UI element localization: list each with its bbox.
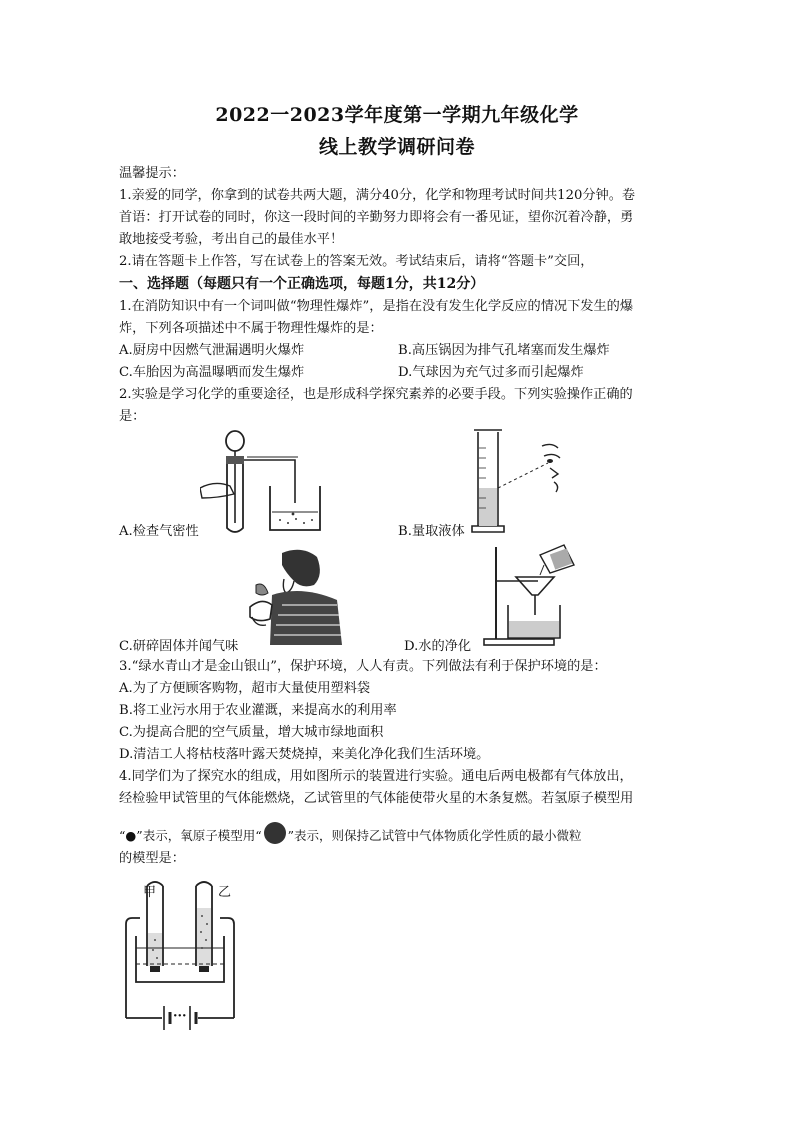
question-1-stem-line-1: 1.在消防知识中有一个词叫做“物理性爆炸”，是指在没有发生化学反应的情况下发生的爆 bbox=[119, 299, 633, 314]
page-title: 2022一2023学年度第一学期九年级化学 bbox=[215, 104, 579, 126]
tube-label-jia: 甲 bbox=[143, 885, 157, 900]
tips-paragraph-2: 2.请在答题卡上作答，写在试卷上的答案无效。考试结束后，请将“答题卡”交回， bbox=[119, 254, 594, 269]
question-2-option-b: B.量取液体 bbox=[398, 524, 465, 539]
question-1-option-d: D.气球因为充气过多而引起爆炸 bbox=[398, 365, 584, 380]
question-4-stem-line-4: 的模型是： bbox=[119, 851, 185, 866]
question-3-stem: 3.“绿水青山才是金山银山”，保护环境，人人有责。下列做法有利于保护环境的是： bbox=[119, 659, 607, 674]
question-2-option-a: A.检查气密性 bbox=[119, 524, 199, 539]
question-3-option-a: A.为了方便顾客购物，超市大量使用塑料袋 bbox=[119, 681, 371, 696]
question-1-option-c: C.车胎因为高温曝晒而发生爆炸 bbox=[119, 365, 305, 380]
question-1-option-a: A.厨房中因燃气泄漏遇明火爆炸 bbox=[119, 343, 305, 358]
tips-paragraph-1-line-1: 1.亲爱的同学，你拿到的试卷共两大题，满分40分，化学和物理考试时间共120分钟。卷 bbox=[119, 188, 636, 203]
oxygen-atom-model-icon bbox=[264, 822, 286, 844]
question-3-option-c: C.为提高合肥的空气质量，增大城市绿地面积 bbox=[119, 725, 384, 740]
question-3-option-d: D.清洁工人将枯枝落叶露天焚烧掉，来美化净化我们生活环境。 bbox=[119, 747, 490, 762]
question-2-option-c: C.研碎固体并闻气味 bbox=[119, 639, 239, 654]
tube-label-yi: 乙 bbox=[218, 885, 232, 900]
question-2-stem-line-1: 2.实验是学习化学的重要途径，也是形成科学探究素养的必要手段。下列实验操作正确的 bbox=[119, 387, 633, 402]
question-3-option-b: B.将工业污水用于农业灌溉，来提高水的利用率 bbox=[119, 703, 397, 718]
question-2-option-d: D.水的净化 bbox=[404, 639, 472, 654]
tips-paragraph-1-line-3: 敢地接受考验，考出自己的最佳水平！ bbox=[119, 232, 344, 247]
question-4-stem-line-2: 经检验甲试管里的气体能燃烧，乙试管里的气体能使带火星的木条复燃。若氢原子模型用 bbox=[119, 791, 634, 806]
section-1-heading: 一、选择题（每题只有一个正确选项，每题1分，共12分） bbox=[119, 276, 485, 292]
page-subtitle: 线上教学调研问卷 bbox=[318, 136, 475, 158]
question-4-stem-line-3-part-1: “●”表示，氧原子模型用“ bbox=[119, 828, 262, 843]
question-4-stem-line-3 bbox=[119, 826, 582, 846]
figure-measuring-liquid bbox=[470, 428, 565, 536]
question-2-stem-line-2: 是： bbox=[119, 409, 146, 424]
figure-grinding-smelling bbox=[242, 545, 347, 647]
question-4-stem-line-1: 4.同学们为了探究水的组成，用如图所示的装置进行实验。通电后两电极都有气体放出， bbox=[119, 769, 633, 784]
question-1-option-b: B.高压锅因为排气孔堵塞而发生爆炸 bbox=[398, 343, 610, 358]
question-4-stem-line-3-part-2: ”表示，则保持乙试管中气体物质化学性质的最小微粒 bbox=[287, 828, 582, 843]
tips-paragraph-1-line-2: 首语：打开试卷的同时，你这一段时间的辛勤努力即将会有一番见证，望你沉着冷静，勇 bbox=[119, 210, 634, 225]
question-1-stem-line-2: 炸，下列各项描述中不属于物理性爆炸的是： bbox=[119, 321, 383, 336]
figure-airtightness-check bbox=[200, 428, 325, 536]
figure-water-filtration bbox=[478, 543, 578, 646]
tips-heading: 温馨提示： bbox=[119, 166, 185, 181]
battery-dots: ··· bbox=[173, 1009, 187, 1024]
